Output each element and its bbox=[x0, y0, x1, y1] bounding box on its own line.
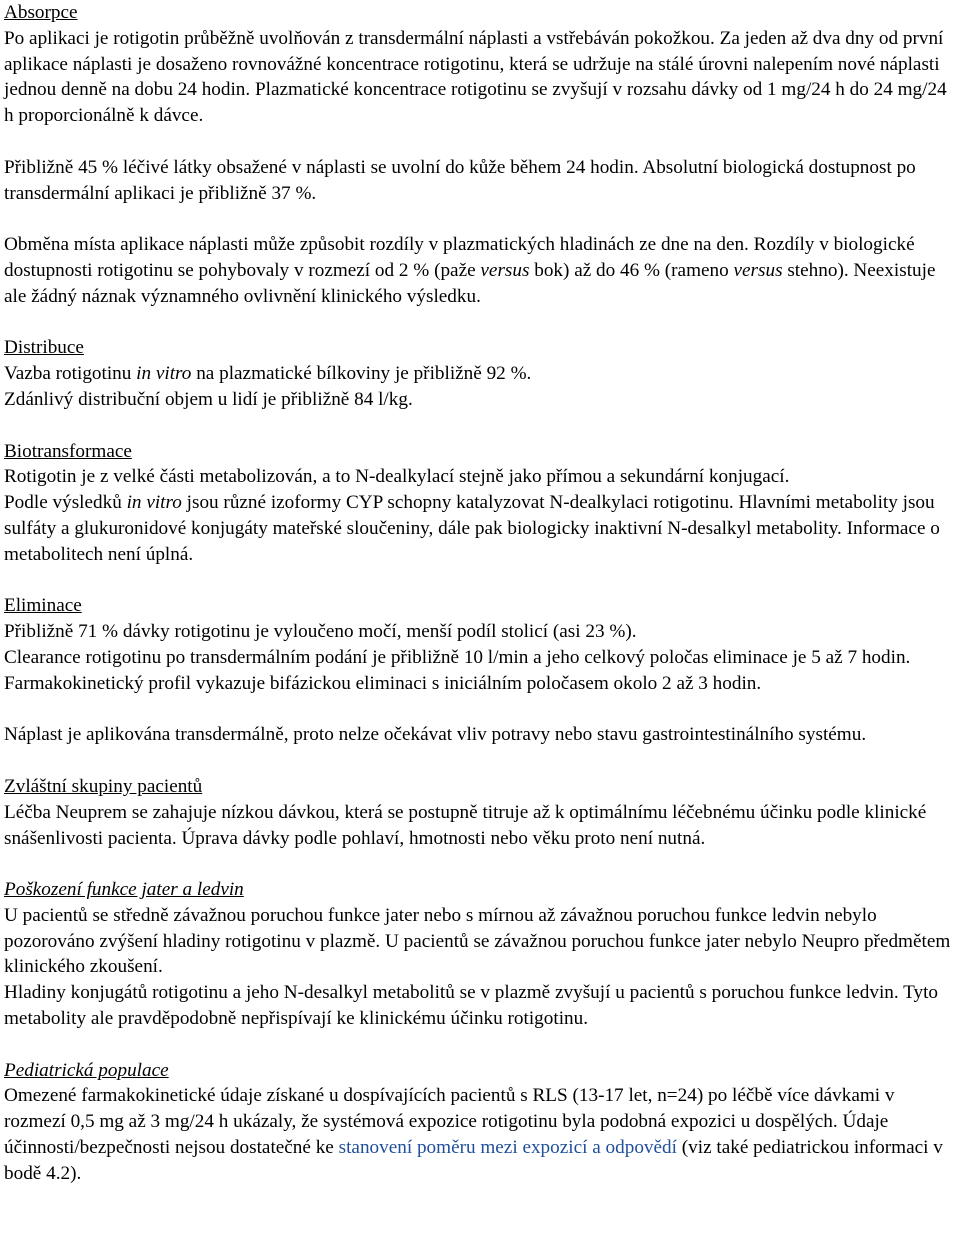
eliminace-line-2: Clearance rotigotinu po transdermálním podání je přibližně 10 l/min a jeho celkový poločas eliminace je 5 až 7 hodin. Farmakokinetický profil vykazuje bifázickou eliminaci s iniciálním poločasem okolo 2 až 3 hodin. bbox=[4, 646, 911, 694]
absorpce-paragraph-1: Po aplikaci je rotigotin průběžně uvolňován z transdermální náplasti a vstřebáván pokožkou. Za jeden až dva dny od první aplikace náplasti je dosaženo rovnovážné koncentrace rotigotinu, která se udržuje na stálé úrovni nalepením nové náplasti jednou denně na dobu 24 hodin. Plazmatické koncentrace rotigotinu se zvyšují v rozsahu dávky od 1 mg/24 h do 24 mg/24 h proporcionálně k dávce. bbox=[4, 27, 947, 127]
biotransformace-line-2 bbox=[4, 490, 956, 567]
heading-zvlastni-skupiny: Zvláštní skupiny pacientů bbox=[4, 775, 203, 797]
zvlastni-paragraph-1: Léčba Neuprem se zahajuje nízkou dávkou, která se postupně titruje až k optimálnímu léčebnému účinku podle klinické snášenlivosti pacienta. Úprava dávky podle pohlaví, hmotnosti nebo věku proto není nutná. bbox=[4, 801, 927, 849]
section-pediatricka-populace bbox=[4, 1058, 956, 1187]
section-poskozeni-funkce bbox=[4, 877, 956, 1032]
biotransformace-line-1: Rotigotin je z velké části metabolizován, a to N-dealkylací stejně jako přímou a sekundární konjugací. bbox=[4, 466, 790, 488]
heading-poskozeni-funkce: Poškození funkce jater a ledvin bbox=[4, 879, 244, 901]
heading-absorpce: Absorpce bbox=[4, 2, 78, 23]
text-run: na plazmatické bílkoviny je přibližně 92 %. bbox=[191, 363, 532, 385]
distribuce-line-1 bbox=[4, 361, 956, 387]
section-distribuce bbox=[4, 335, 956, 412]
poskozeni-line-2: Hladiny konjugátů rotigotinu a jeho N-desalkyl metabolitů se v plazmě zvyšují u pacientů s poruchou funkce ledvin. Tyto metabolity ale pravděpodobně nepřispívají ke klinickému účinku rotigotinu. bbox=[4, 982, 939, 1030]
section-zvlastni-skupiny bbox=[4, 774, 956, 851]
text-run: Omezené farmakokinetické údaje získané u dospívajících pacientů s RLS (13-17 let, n=24) po léčbě více dávkami v rozmezí 0,5 mg až 3 mg/24 h ukázaly, že systémová expozice rotigotinu byla podobná expozici u dospělých. Údaje účinnosti/bezpečnosti nejsou dostatečné ke bbox=[4, 1085, 895, 1159]
text-run: (viz také pediatrickou informaci v bodě 4.2). bbox=[4, 1137, 943, 1184]
highlighted-phrase: stanovení poměru mezi expozicí a odpovědí bbox=[338, 1137, 677, 1159]
eliminace-line-1: Přibližně 71 % dávky rotigotinu je vyloučeno močí, menší podíl stolicí (asi 23 %). bbox=[4, 621, 637, 643]
italic-in-vitro: in vitro bbox=[126, 492, 182, 514]
italic-in-vitro: in vitro bbox=[136, 363, 192, 385]
section-eliminace bbox=[4, 593, 956, 748]
pediatricka-paragraph-1 bbox=[4, 1083, 956, 1186]
eliminace-paragraph-2: Náplast je aplikována transdermálně, proto nelze očekávat vliv potravy nebo stavu gastrointestinálního systému. bbox=[4, 724, 867, 746]
absorpce-paragraph-3 bbox=[4, 232, 956, 309]
text-run: Obměna místa aplikace náplasti může způsobit rozdíly v plazmatických hladinách ze dne na den. Rozdíly v biologické dostupnosti rotigotinu se pohybovaly v rozmezí od 2 % (paže bbox=[4, 234, 915, 281]
italic-versus: versus bbox=[480, 259, 530, 281]
section-absorpce bbox=[4, 0, 956, 310]
distribuce-line-2: Zdánlivý distribuční objem u lidí je přibližně 84 l/kg. bbox=[4, 388, 413, 410]
heading-pediatricka-populace: Pediatrická populace bbox=[4, 1059, 169, 1081]
text-run: jsou různé izoformy CYP schopny katalyzovat N-dealkylaci rotigotinu. Hlavními metabolity jsou sulfáty a glukuronidové konjugáty mateřské sloučeniny, dále pak biologicky inaktivní N-desalkyl metabolity. Informace o metabolitech není úplná. bbox=[4, 492, 940, 565]
section-biotransformace bbox=[4, 439, 956, 568]
heading-distribuce: Distribuce bbox=[4, 337, 84, 359]
italic-versus: versus bbox=[733, 259, 783, 281]
text-run: stehno). Neexistuje ale žádný náznak významného ovlivnění klinického výsledku. bbox=[4, 259, 936, 307]
absorpce-paragraph-2: Přibližně 45 % léčivé látky obsažené v náplasti se uvolní do kůže během 24 hodin. Absolutní biologická dostupnost po transdermální aplikaci je přibližně 37 %. bbox=[4, 156, 916, 204]
text-run: Podle výsledků bbox=[4, 492, 127, 514]
text-run: bok) až do 46 % (rameno bbox=[529, 259, 734, 281]
heading-biotransformace: Biotransformace bbox=[4, 440, 132, 462]
heading-eliminace: Eliminace bbox=[4, 595, 82, 617]
poskozeni-line-1: U pacientů se středně závažnou poruchou funkce jater nebo s mírnou až závažnou poruchou funkce ledvin nebylo pozorováno zvýšení hladiny rotigotinu v plazmě. U pacientů se závažnou poruchou funkce jater nebylo Neupro předmětem klinického zkoušení. bbox=[4, 904, 951, 978]
text-run: Vazba rotigotinu bbox=[4, 363, 137, 385]
